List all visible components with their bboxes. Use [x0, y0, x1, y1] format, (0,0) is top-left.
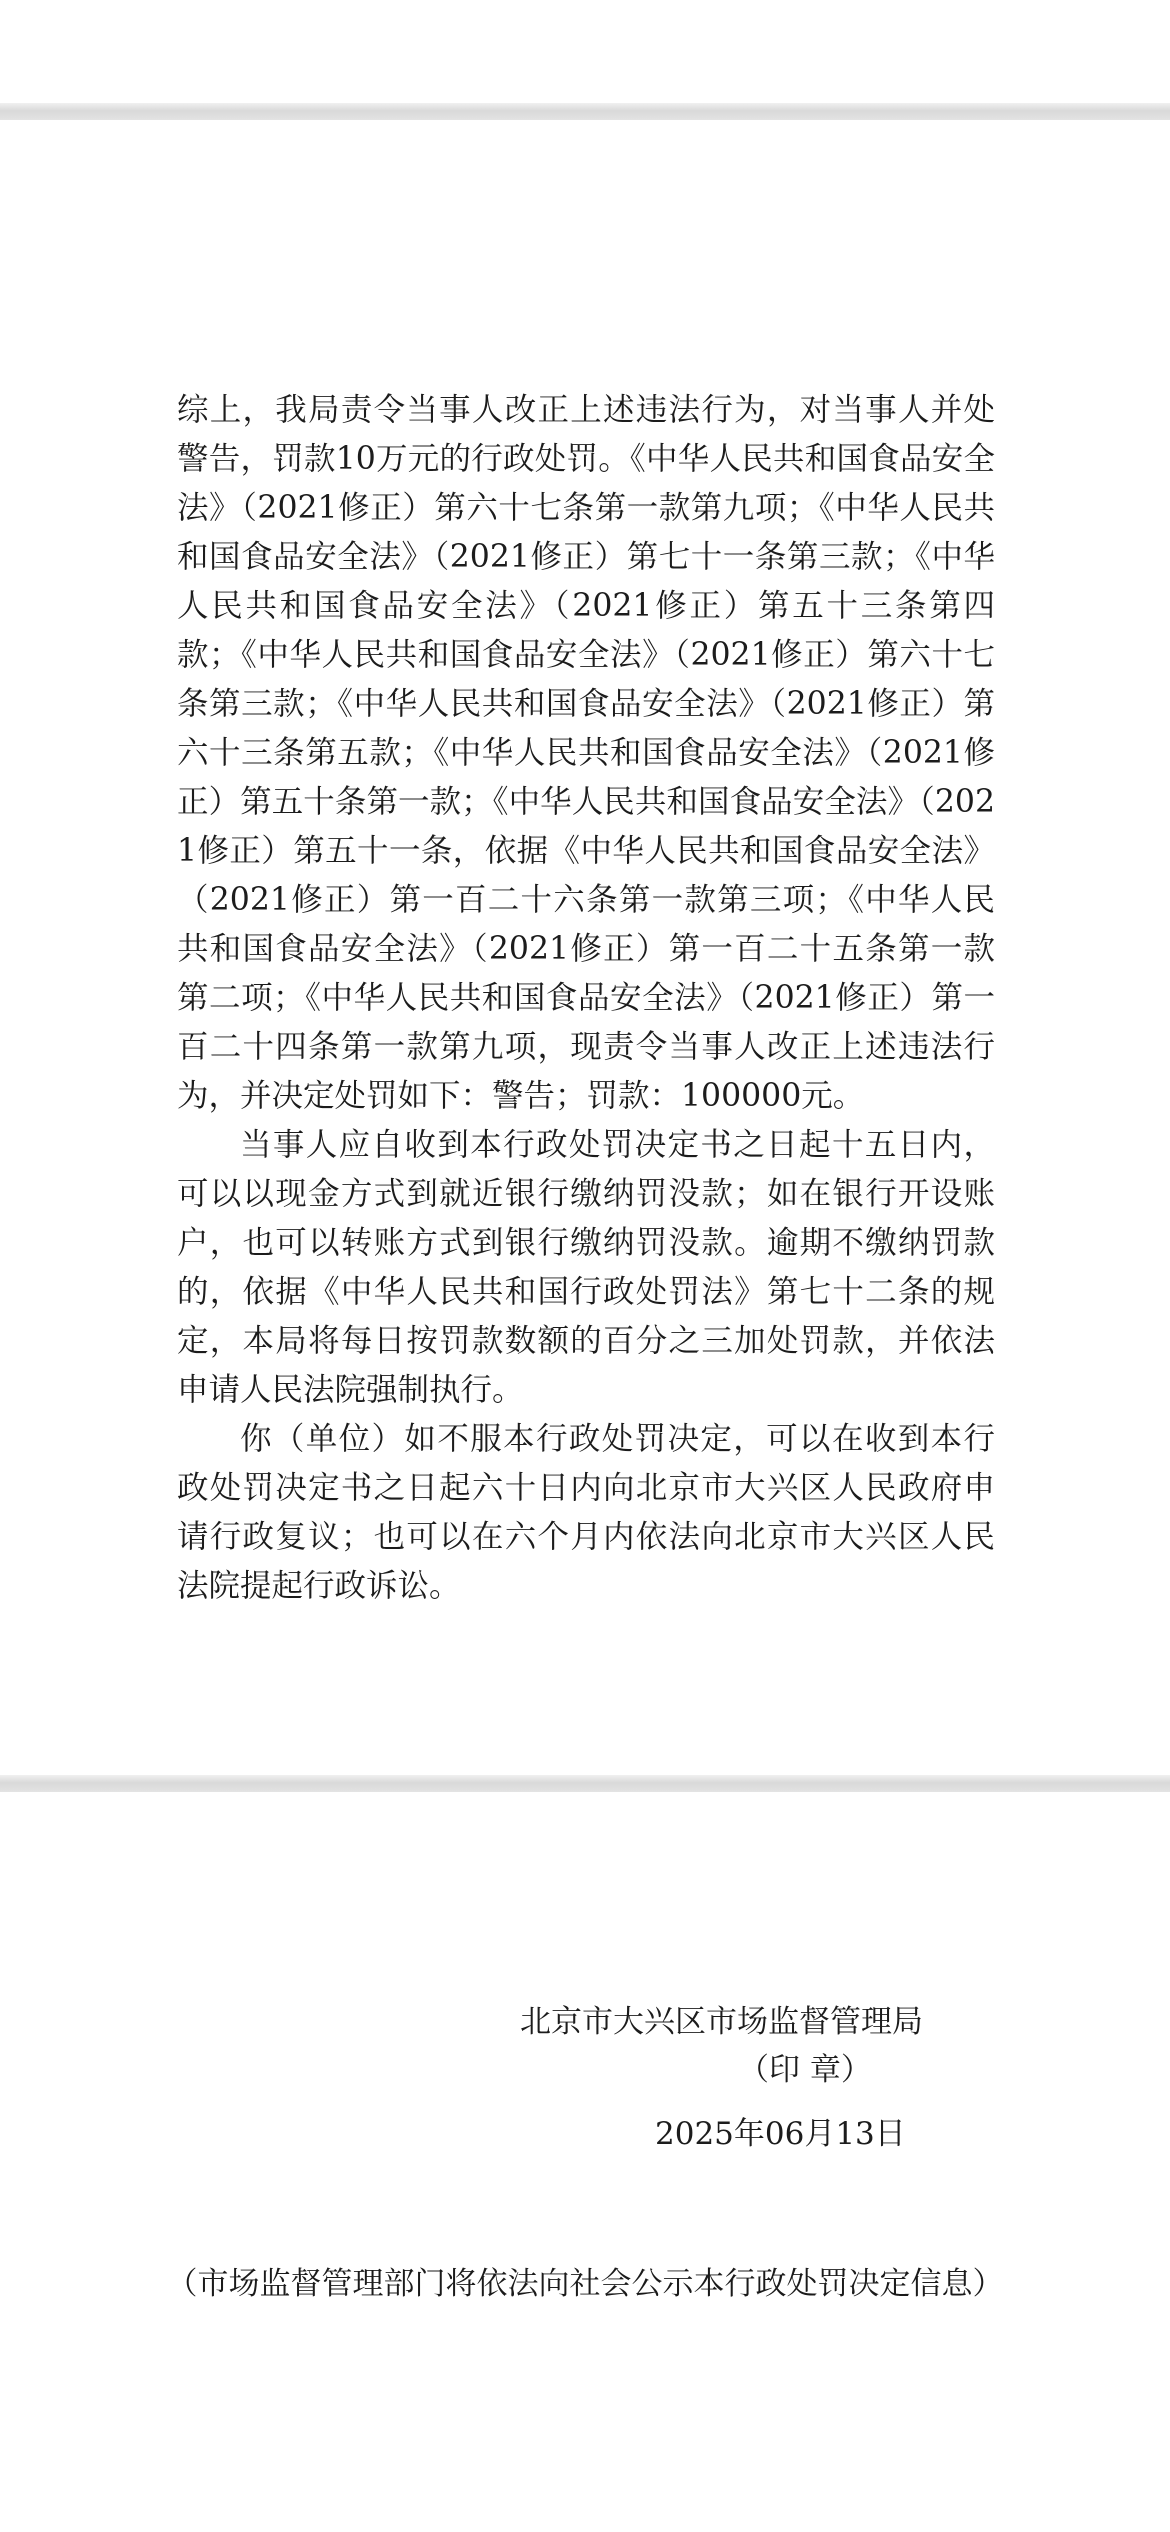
- document-page-top: [0, 0, 1170, 103]
- decision-paragraph: 综上，我局责令当事人改正上述违法行为，对当事人并处警告，罚款10万元的行政处罚。《中华人民共和国食品安全法》（2021修正）第六十七条第一款第九项；《中华人民共和国食品安全法》（2021修正）第七十一条第三款；《中华人民共和国食品安全法》（2021修正）第五十三条第四款；《中华人民共和国食品安全法》（2021修正）第六十七条第三款；《中华人民共和国食品安全法》（2021修正）第六十三条第五款；《中华人民共和国食品安全法》（2021修正）第五十条第一款；《中华人民共和国食品安全法》（2021修正）第五十一条，依据《中华人民共和国食品安全法》（2021修正）第一百二十六条第一款第三项；《中华人民共和国食品安全法》（2021修正）第一百二十五条第一款第二项；《中华人民共和国食品安全法》（2021修正）第一百二十四条第一款第九项，现责令当事人改正上述违法行为，并决定处罚如下：警告；罚款：100000元。: [177, 392, 995, 1114]
- document-page-signature: [0, 1792, 1170, 2532]
- decision-date: 2025年06月13日: [655, 2116, 906, 2152]
- page-separator: [0, 1775, 1170, 1792]
- decision-text: [177, 386, 995, 1611]
- appeal-paragraph: 你（单位）如不服本行政处罚决定，可以在收到本行政处罚决定书之日起六十日内向北京市大兴区人民政府申请行政复议；也可以在六个月内依法向北京市大兴区人民法院提起行政诉讼。: [177, 1421, 995, 1604]
- payment-paragraph: 当事人应自收到本行政处罚决定书之日起十五日内，可以以现金方式到就近银行缴纳罚没款；如在银行开设账户，也可以转账方式到银行缴纳罚没款。逾期不缴纳罚款的，依据《中华人民共和国行政处罚法》第七十二条的规定，本局将每日按罚款数额的百分之三加处罚款，并依法申请人民法院强制执行。: [177, 1127, 995, 1408]
- issuing-authority: 北京市大兴区市场监督管理局: [520, 2004, 923, 2040]
- document-page-body: [0, 120, 1170, 1774]
- seal-label: （印 章）: [738, 2052, 872, 2088]
- page-separator: [0, 103, 1170, 120]
- public-disclosure-notice: （市场监督管理部门将依法向社会公示本行政处罚决定信息）: [166, 2266, 1004, 2302]
